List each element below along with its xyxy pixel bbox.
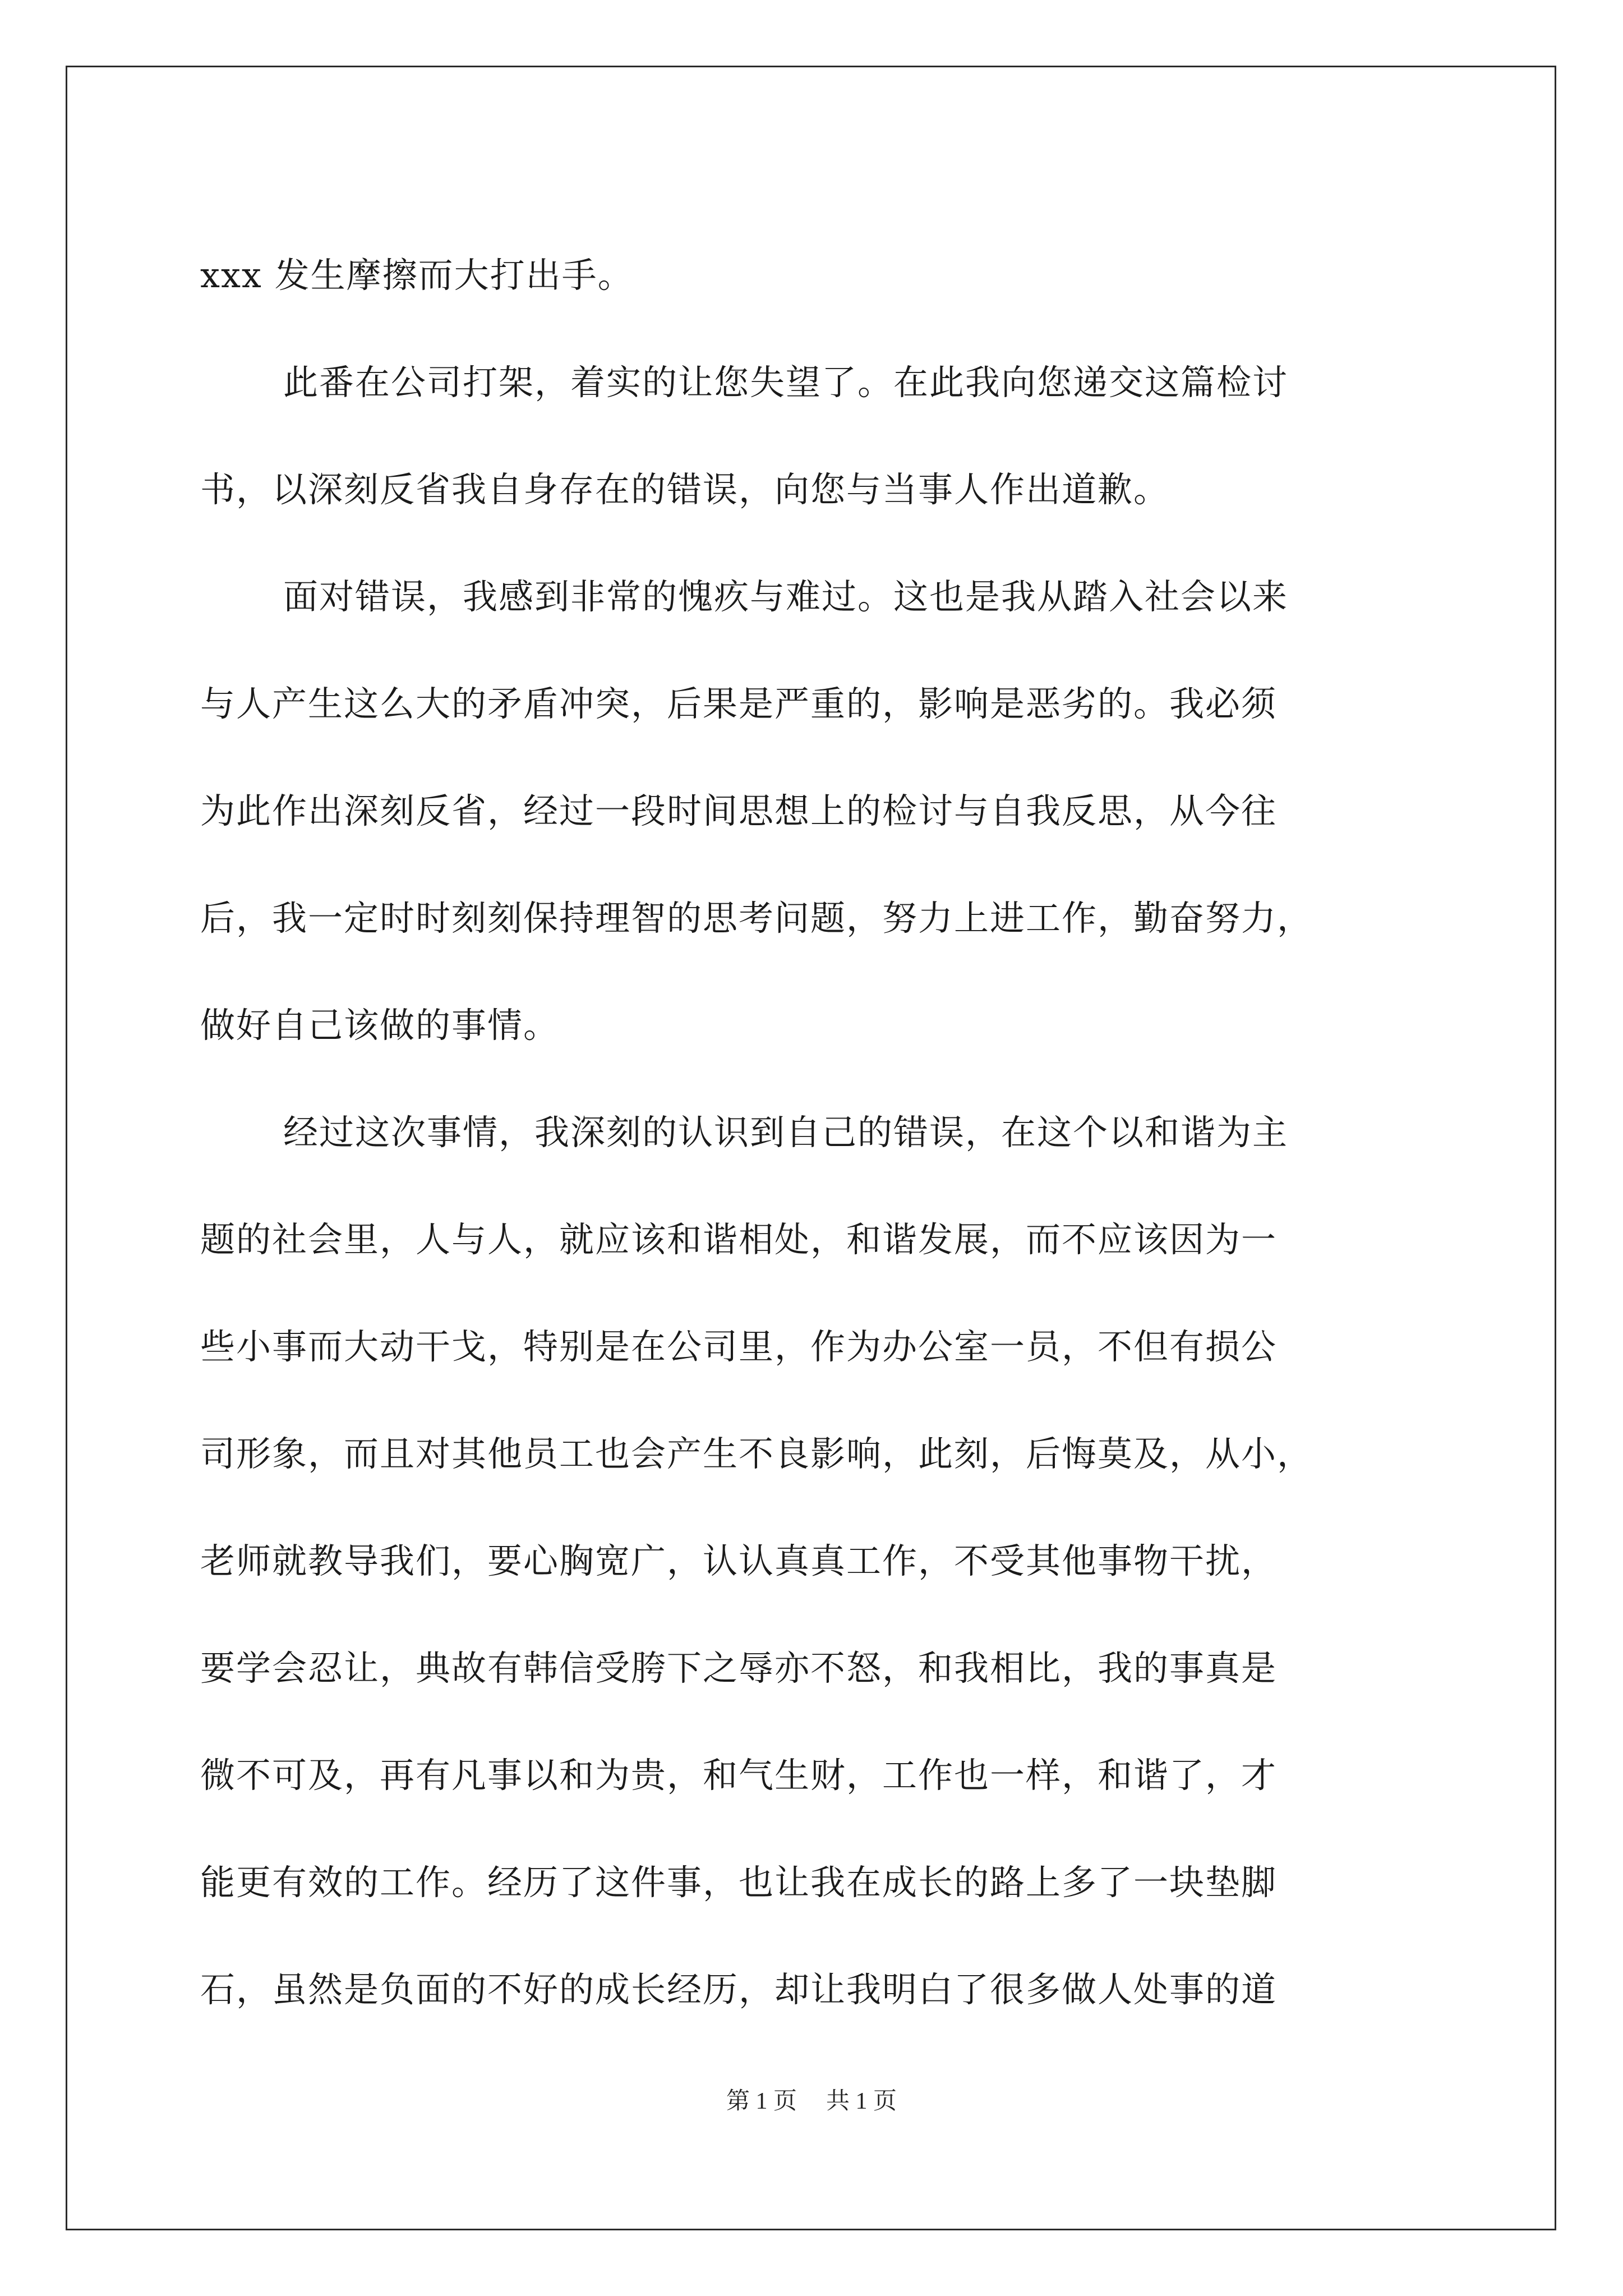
text-line: 为此作出深刻反省，经过一段时间思想上的检讨与自我反思，从今往 xyxy=(200,790,1278,831)
document-body xyxy=(200,222,1456,2043)
text-line: 些小事而大动干戈，特别是在公司里，作为办公室一员，不但有损公 xyxy=(200,1326,1278,1367)
page-number-total: 共 1 页 xyxy=(826,2088,897,2114)
text-line: 题的社会里，人与人，就应该和谐相处，和谐发展，而不应该因为一 xyxy=(200,1219,1278,1260)
text-line: 老师就教导我们，要心胸宽广，认认真真工作，不受其他事物干扰， xyxy=(200,1540,1278,1581)
paragraph-first-line: 面对错误，我感到非常的愧疚与难过。这也是我从踏入社会以来 xyxy=(283,576,1289,617)
text-line: 做好自己该做的事情。 xyxy=(200,1005,560,1046)
paragraph-first-line: 经过这次事情，我深刻的认识到自己的错误，在这个以和谐为主 xyxy=(283,1112,1289,1153)
text-line: 司形象，而且对其他员工也会产生不良影响，此刻，后悔莫及，从小， xyxy=(200,1433,1313,1474)
text-line: xxx 发生摩擦而大打出手。 xyxy=(200,255,634,296)
text-line: 石，虽然是负面的不好的成长经历，却让我明白了很多做人处事的道 xyxy=(200,1969,1278,2010)
text-line: 书，以深刻反省我自身存在的错误，向您与当事人作出道歉。 xyxy=(200,469,1170,510)
text-line: 后，我一定时时刻刻保持理智的思考问题，努力上进工作，勤奋努力， xyxy=(200,898,1313,938)
page-footer xyxy=(0,2085,1623,2118)
paragraph-first-line: 此番在公司打架，着实的让您失望了。在此我向您递交这篇检讨 xyxy=(283,362,1289,403)
text-line: 微不可及，再有凡事以和为贵，和气生财，工作也一样，和谐了，才 xyxy=(200,1755,1278,1796)
text-line: 要学会忍让，典故有韩信受胯下之辱亦不怒，和我相比，我的事真是 xyxy=(200,1648,1278,1688)
page-number-current: 第 1 页 xyxy=(726,2088,797,2114)
text-line: 与人产生这么大的矛盾冲突，后果是严重的，影响是恶劣的。我必须 xyxy=(200,683,1278,724)
text-line: 能更有效的工作。经历了这件事，也让我在成长的路上多了一块垫脚 xyxy=(200,1862,1278,1903)
